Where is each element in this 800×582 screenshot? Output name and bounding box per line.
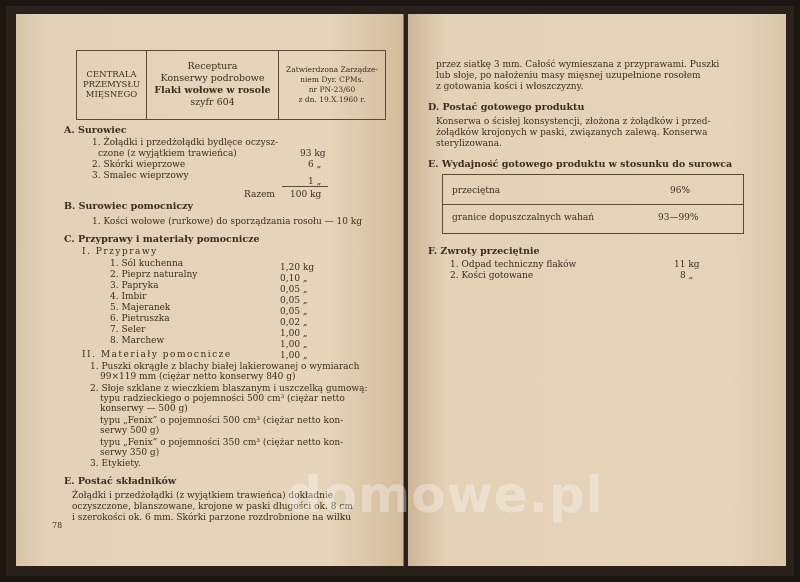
material-line: serwy 350 g) [100,448,160,458]
spice-value: 0,10 „ [280,274,308,284]
spice-value: 0,02 „ [280,318,308,328]
spice-value: 1,00 „ [280,351,308,361]
section-d-title: D. Postać gotowego produktu [428,102,585,113]
list-item: czone (z wyjątkiem trawieńca) [98,149,237,159]
total-label: Razem [244,190,275,200]
spice-value: 0,05 „ [280,296,308,306]
yield-table-divider [443,204,743,205]
paragraph-line: sterylizowana. [436,139,502,149]
header-line: MIĘSNEGO [85,90,138,100]
item-value: 93 kg [300,149,326,159]
header-line: niem Dyr. CPMs. [300,75,364,84]
header-line: PRZEMYSŁU [82,80,141,90]
paragraph-line: Żołądki i przedżołądki (z wyjątkiem trawieńca) dokładnie [72,491,334,501]
yield-row-value: 93—99% [658,213,699,223]
open-book [6,6,794,576]
yield-row-value: 96% [670,186,691,196]
yield-table [442,174,744,234]
list-item: 3. Smalec wieprzowy [92,171,189,181]
section-f-title: F. Zwroty przeciętnie [428,246,540,257]
page-number: 78 [52,521,63,530]
item-value: 6 „ [308,160,322,170]
return-item-name: 1. Odpad techniczny flaków [450,260,577,270]
paragraph-line: przez siatkę 3 mm. Całość wymieszana z przyprawami. Puszki [436,60,720,70]
paragraph-line: z gotowania kości i włoszczyzny. [436,82,584,92]
spice-value: 0,05 „ [280,285,308,295]
material-line: typu „Fenix” o pojemności 500 cm³ (ciężar netto kon- [100,416,344,426]
header-line: CENTRALA [86,70,137,80]
section-e-yield-title: E. Wydajność gotowego produktu w stosunku do surowca [428,159,733,170]
return-item-name: 2. Kości gotowane [450,271,534,281]
paragraph-line: i szerokości ok. 6 mm. Skórki parzone rozdrobnione na wilku [72,513,352,523]
spice-value: 1,00 „ [280,340,308,350]
material-line: konserwy — 500 g) [100,404,188,414]
total-value: 100 kg [290,190,322,200]
header-recipe [147,51,279,119]
spice-name: 7. Seler [110,325,146,335]
total-rule [282,186,328,187]
list-item: 1. Kości wołowe (rurkowe) do sporządzania rosołu — 10 kg [92,217,363,227]
material-line: 3. Etykiety. [90,459,141,469]
paragraph-line: lub słoje, po nałożeniu masy mięsnej uzupełnione rosołem [436,71,701,81]
material-line: 2. Słoje szklane z wieczkiem blaszanym i uszczelką gumową: [90,384,368,394]
paragraph-line: Konserwa o ścisłej konsystencji, złożona z żołądków i przed- [436,117,711,127]
header-line: nr PN-23/60 [308,85,356,94]
section-e-title: E. Postać składników [64,476,177,487]
spice-value: 1,00 „ [280,329,308,339]
recipe-header-table [76,50,386,120]
item-value: 1 „ [308,177,322,187]
header-line: Konserwy podrobowe [160,73,265,84]
spice-name: 4. Imbir [110,292,147,302]
section-c-title: C. Przyprawy i materiały pomocnicze [64,234,260,245]
header-line: Zatwierdzona Zarządze- [286,65,378,74]
spice-name: 3. Papryka [110,281,159,291]
header-line: szyfr 604 [190,97,235,108]
return-item-value: 11 kg [674,260,700,270]
spice-name: 2. Pieprz naturalny [110,270,198,280]
yield-row-label: przeciętna [452,186,501,196]
section-b-title: B. Surowiec pomocniczy [64,201,194,212]
subsection-spices-title: I. Przyprawy [82,247,158,257]
list-item: 2. Skórki wieprzowe [92,160,186,170]
yield-row-label: granice dopuszczalnych wahań [452,213,595,223]
header-line: z dn. 19.X.1960 r. [298,95,366,104]
material-line: serwy 500 g) [100,426,160,436]
header-line: Receptura [187,61,238,72]
spice-name: 6. Pietruszka [110,314,170,324]
spice-name: 5. Majeranek [110,303,171,313]
subsection-materials-title: II. Materiały pomocnicze [82,350,232,360]
spice-name: 1. Sól kuchenna [110,259,184,269]
spice-name: 8. Marchew [110,336,165,346]
header-product-name: Flaki wołowe w rosole [154,85,271,96]
material-line: typu radzieckiego o pojemności 500 cm³ (ciężar netto [100,394,345,404]
list-item: 1. Żołądki i przedżołądki bydlęce oczysz- [92,138,279,148]
spice-value: 0,05 „ [280,307,308,317]
watermark: domowe.pl [286,466,604,524]
spice-value: 1,20 kg [280,263,315,273]
header-approval [279,51,385,119]
material-line: 99×119 mm (ciężar netto konserwy 840 g) [100,372,296,382]
section-a-title: A. Surowiec [64,125,127,136]
header-organization [77,51,147,119]
material-line: 1. Puszki okrągłe z blachy białej lakierowanej o wymiarach [90,362,360,372]
paragraph-line: żołądków krojonych w paski, związanych zalewą. Konserwa [436,128,708,138]
material-line: typu „Fenix” o pojemności 350 cm³ (ciężar netto kon- [100,438,344,448]
return-item-value: 8 „ [680,271,694,281]
paragraph-line: oczyszczone, blanszowane, krojone w paski długości ok. 8 cm [72,502,353,512]
